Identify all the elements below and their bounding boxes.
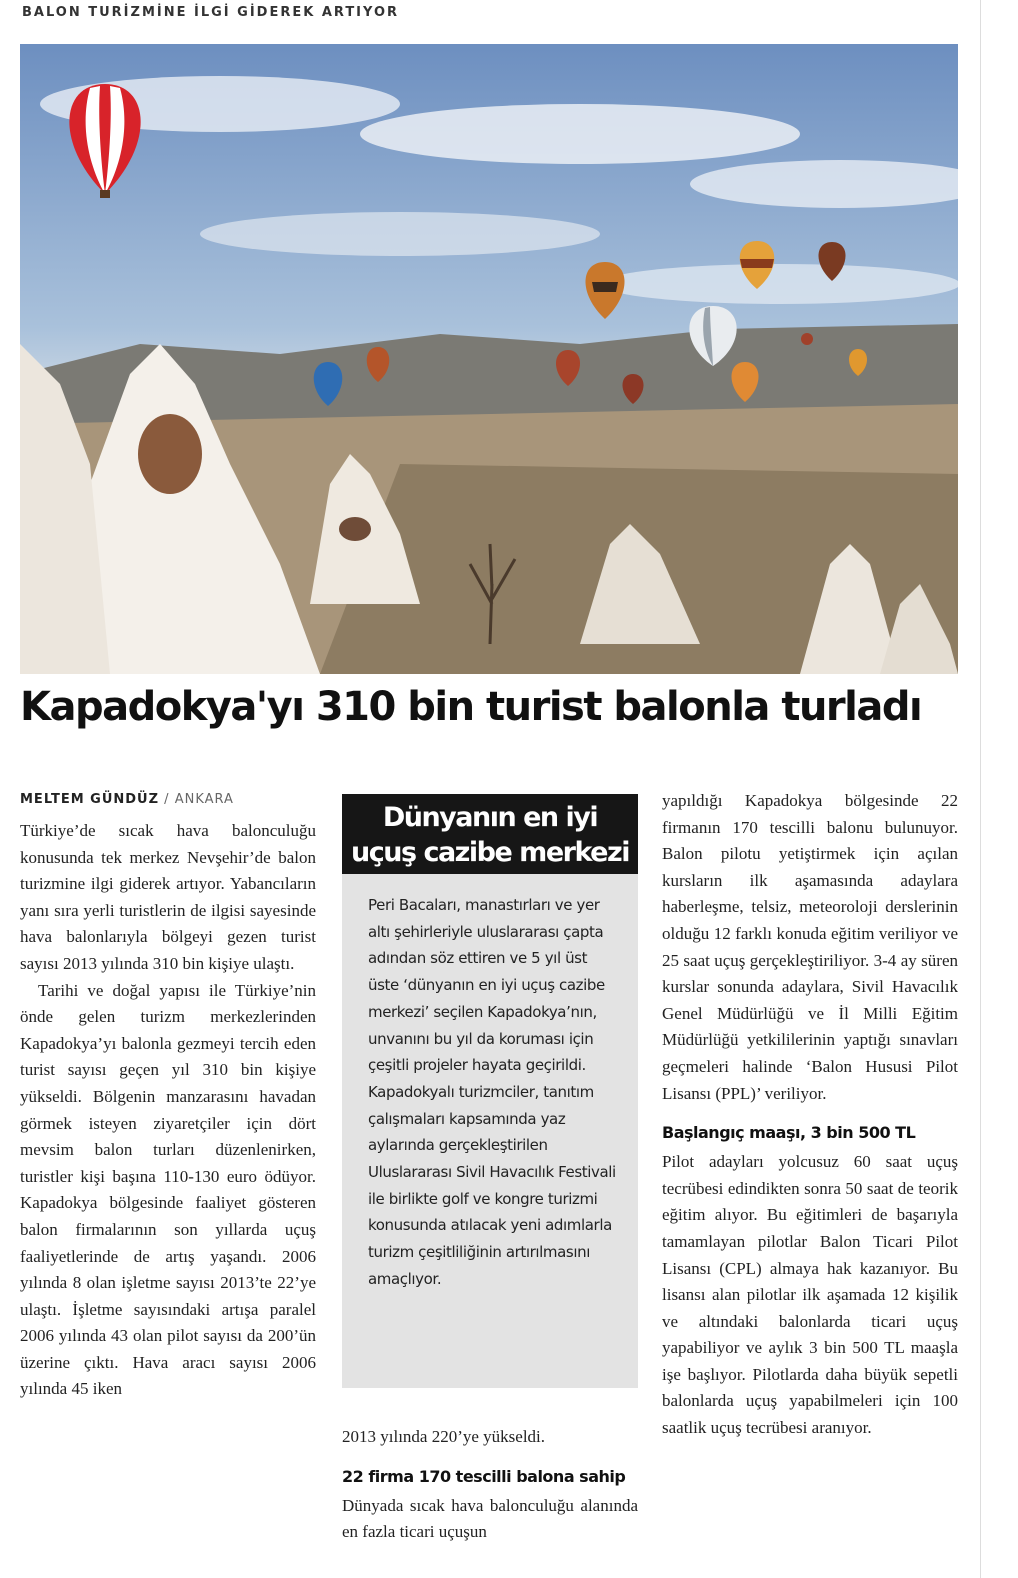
body-paragraph: Dünyada sıcak hava balonculuğu alanında en fazla ticari uçuşun — [342, 1495, 638, 1542]
cappadocia-balloons-photo — [20, 44, 958, 674]
body-paragraph: Türkiye’de sıcak hava balonculuğu konusunda tek merkez Nevşehir’de balon turizmine ilgi giderek artıyor. Yabancıların yanı sıra yerli turistlerin de ilgisi sayesinde hava balonlarıyla bölgeyi gezen turist sayısı 2013 yılında 310 bin kişiye ulaştı. — [20, 821, 316, 973]
article-column-1 — [20, 818, 316, 1403]
byline-separator: / — [159, 792, 175, 807]
kicker: BALON TURİZMİNE İLGİ GİDEREK ARTIYOR — [22, 5, 400, 20]
sidebar-body: Peri Bacaları, manastırları ve yer altı şehirleriyle uluslararası çapta adından söz ettiren ve 5 yıl üst üste ‘dünyanın en iyi uçuş cazibe merkezi’ seçilen Kapadokya’nın, unvanını bu yıl da koruması için çeşitli projeler hayata geçirildi. Kapadokyalı turizmciler, tanıtım çalışmaları kapsamında yaz aylarında gerçekleştirilen Uluslararası Sivil Havacılık Festivali ile birlikte golf ve kongre turizmi konusunda atılacak yeni adımlarla turizm çeşitliliğinin artırılmasını amaçlıyor. — [342, 874, 638, 1388]
sidebar-title-line: Dünyanın en iyi — [382, 802, 598, 833]
sidebar-title-line: uçuş cazibe merkezi — [351, 837, 629, 868]
sidebar-title — [342, 794, 638, 874]
column-divider — [980, 0, 981, 1578]
body-paragraph: Tarihi ve doğal yapısı ile Türkiye’nin önde gelen turizm merkezlerinden Kapadokya’yı balonla gezmeyi tercih eden turist sayısı geçen yıl 310 bin kişiye yükseldi. Bölgenin manzarasını havadan görmek isteyen ziyaretçiler için dört mevsim balon turları düzenlenirken, turistler kişi başına 110-130 euro ödüyor. Kapadokya bölgesinde faaliyet gösteren balon firmalarının son yıllarda uçuş faaliyetlerinde de artış yaşandı. 2006 yılında 8 olan işletme sayısı 2013’te 22’ye ulaştı. İşletme sayısındaki artışa paralel 2006 yılında 43 olan pilot sayısı da 200’ün üzerine çıktı. Hava aracı sayısı 2006 yılında 45 iken — [20, 980, 316, 1399]
headline: Kapadokya'yı 310 bin turist balonla turladı — [20, 684, 922, 730]
article-column-2 — [342, 1424, 638, 1546]
article-column-3 — [662, 788, 958, 1442]
byline — [20, 792, 234, 807]
body-paragraph: 2013 yılında 220’ye yükseldi. — [342, 1427, 546, 1446]
body-paragraph: Pilot adayları yolcusuz 60 saat uçuş tecrübesi edindikten sonra 50 saat de teorik eğitim alıyor. Bu eğitimleri de başarıyla tamamlayan pilotlar Balon Ticari Pilot Lisansı (CPL) almaya hak kazanıyor. Bu lisansı alan pilotlar ilk aşamada 12 kişilik ve altındaki balonlarda ticari uçuş yapabiliyor ve aylık 3 bin 500 TL maaşla işe başlıyor. Pilotlarda daha büyük sepetli balonlarda uçuş yapabilmeleri için 100 saatlik uçuş tecrübesi aranıyor. — [662, 1152, 958, 1438]
body-paragraph: yapıldığı Kapadokya bölgesinde 22 firmanın 170 tescilli balonu bulunuyor. Balon pilotu yetiştirmek için açılan kursların ilk aşamasında adaylara haberleşme, telsiz, meteoroloji derslerinin olduğu 12 farklı konuda eğitim veriliyor ve 25 saat uçuş gerçekleştiriliyor. 3-4 ay süren kurslar sonunda adaylara, Sivil Havacılık Genel Müdürlüğü ve İl Milli Eğitim Müdürlüğü yetkililerinin yaptığı sınavları geçmeleri halinde ‘Balon Hususi Pilot Lisansı (PPL)’ veriliyor. — [662, 791, 958, 1103]
byline-city: ANKARA — [174, 792, 234, 807]
author-name: MELTEM GÜNDÜZ — [20, 792, 160, 807]
subheading: Başlangıç maaşı, 3 bin 500 TL — [662, 1123, 916, 1143]
subheading: 22 firma 170 tescilli balona sahip — [342, 1466, 626, 1486]
